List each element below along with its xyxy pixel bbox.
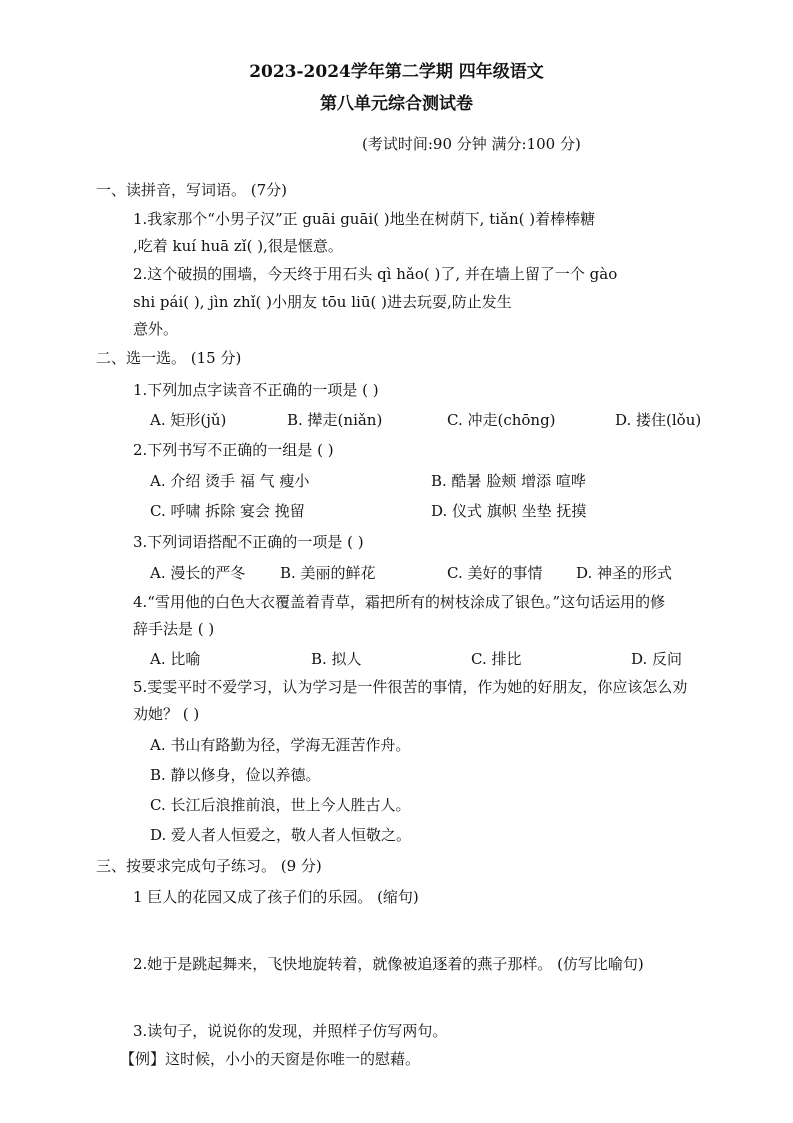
section2-q5-option-d: D. 爱人者人恒爱之，敬人者人恒敬之。 (150, 826, 412, 844)
section3-q3: 3.读句子，说说你的发现，并照样子仿写两句。 (133, 1022, 448, 1040)
section2-q4-stem-line2: 辞手法是 ( ) (133, 620, 215, 638)
section2-q1-option-d: D. 搂住(lǒu) (615, 411, 702, 429)
section1-q2-line2: shi pái( ), jìn zhǐ( )小朋友 tōu liū( )进去玩耍,防止发生 (133, 293, 512, 311)
section2-q5-option-b: B. 静以修身，俭以养德。 (150, 766, 321, 784)
section2-q3-option-a: A. 漫长的严冬 (150, 564, 246, 582)
section3-q2: 2.她于是跳起舞来，飞快地旋转着，就像被追逐着的燕子那样。 (仿写比喻句) (133, 955, 644, 973)
section2-q1-option-b: B. 撵走(niǎn) (287, 411, 383, 429)
section2-q1-option-a: A. 矩形(jǔ) (150, 411, 227, 429)
section2-q3-option-d: D. 神圣的形式 (576, 564, 673, 582)
section2-q4-option-c: C. 排比 (471, 650, 522, 668)
section2-q5-stem-line2: 劝她？ ( ) (133, 705, 200, 723)
section2-q2-option-a: A. 介绍 烫手 福 气 瘦小 (150, 472, 310, 490)
section2-q4-option-b: B. 拟人 (311, 650, 362, 668)
section2-q1-stem: 1.下列加点字读音不正确的一项是 ( ) (133, 381, 379, 399)
exam-subtitle: 第八单元综合测试卷 (320, 94, 473, 114)
section1-q1-line1: 1.我家那个“小男子汉”正 guāi guāi( )地坐在树荫下, tiǎn( )着棒棒糖 (133, 210, 596, 228)
section3-example: 【例】这时候，小小的天窗是你唯一的慰藉。 (120, 1050, 421, 1068)
section2-heading: 二、选一选。 (15 分) (96, 349, 242, 367)
section2-q4-stem-line1: 4.“雪用他的白色大衣覆盖着青草，霜把所有的树枝涂成了银色。”这句话运用的修 (133, 593, 666, 611)
section2-q5-option-a: A. 书山有路勤为径，学海无涯苦作舟。 (150, 736, 411, 754)
exam-info: (考试时间:90 分钟 满分:100 分) (362, 135, 581, 153)
section2-q3-stem: 3.下列词语搭配不正确的一项是 ( ) (133, 533, 364, 551)
section2-q2-stem: 2.下列书写不正确的一组是 ( ) (133, 441, 334, 459)
section2-q3-option-b: B. 美丽的鲜花 (280, 564, 376, 582)
section1-q2-line1: 2.这个破损的围墙，今天终于用石头 qì hǎo( )了, 并在墙上留了一个 gào (133, 265, 618, 283)
section1-heading: 一、读拼音，写词语。 (7分) (96, 181, 288, 199)
section3-q1: 1 巨人的花园又成了孩子们的乐园。 (缩句) (133, 888, 419, 906)
exam-title: 2023-2024学年第二学期 四年级语文 (249, 62, 544, 82)
section1-q2-line3: 意外。 (133, 320, 179, 338)
section2-q3-option-c: C. 美好的事情 (447, 564, 543, 582)
section2-q5-option-c: C. 长江后浪推前浪，世上今人胜古人。 (150, 796, 411, 814)
section2-q4-option-d: D. 反问 (631, 650, 683, 668)
section2-q4-option-a: A. 比喻 (150, 650, 201, 668)
section2-q2-option-d: D. 仪式 旗帜 坐垫 抚摸 (431, 502, 587, 520)
section2-q2-option-c: C. 呼啸 拆除 宴会 挽留 (150, 502, 305, 520)
section2-q2-option-b: B. 酷暑 脸颊 增添 喧哗 (431, 472, 586, 490)
section3-heading: 三、按要求完成句子练习。 (9 分) (96, 857, 322, 875)
section2-q1-option-c: C. 冲走(chōng) (447, 411, 556, 429)
section1-q1-line2: ,吃着 kuí huā zǐ( ),很是惬意。 (133, 237, 343, 255)
section2-q5-stem-line1: 5.雯雯平时不爱学习，认为学习是一件很苦的事情，作为她的好朋友，你应该怎么劝 (133, 678, 688, 696)
